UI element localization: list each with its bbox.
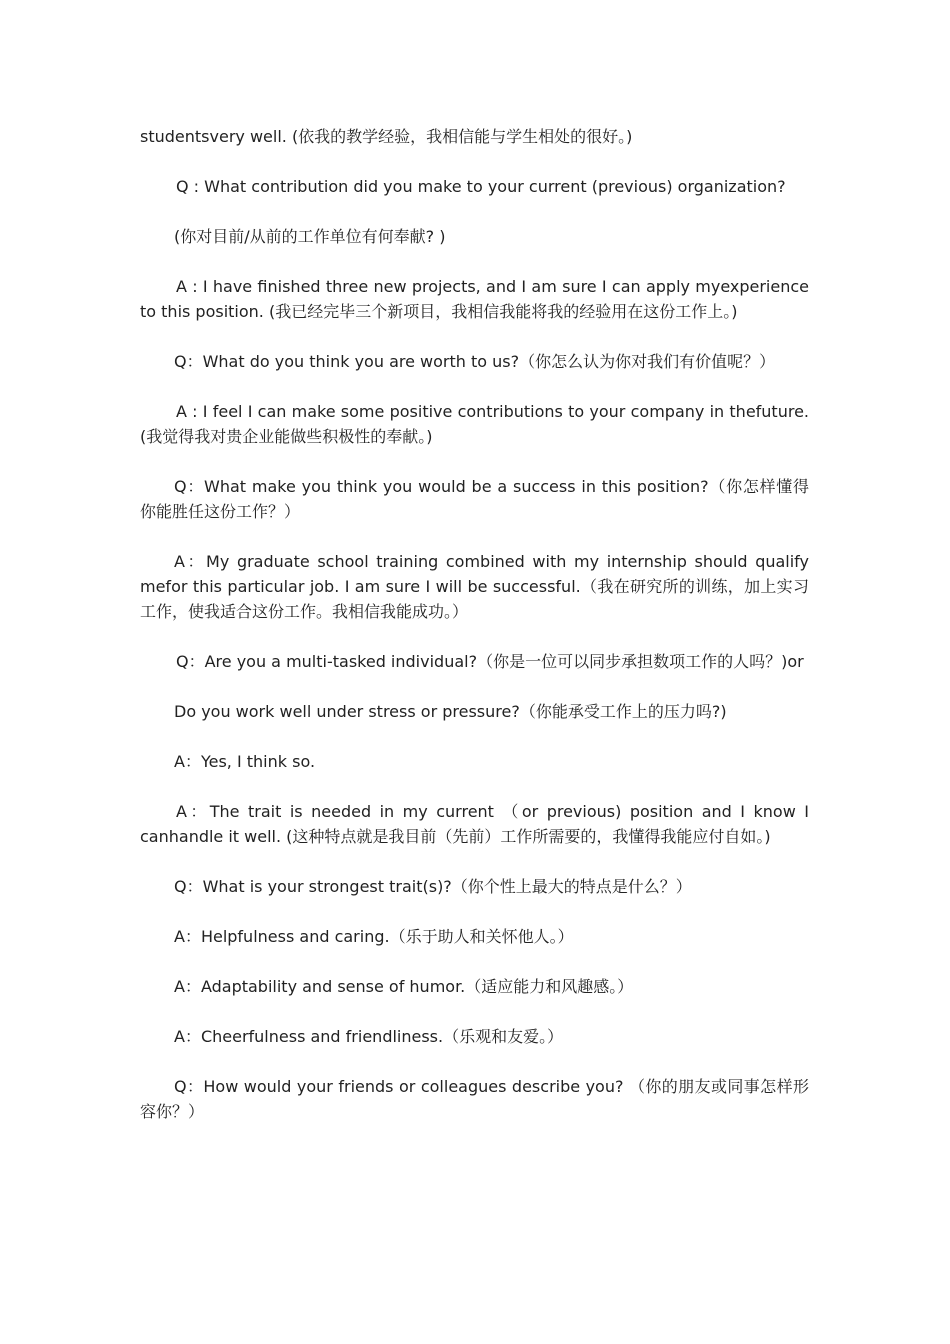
paragraph-7: Q：What make you think you would be a success in this position?（你怎样懂得你能胜任这份工作？）: [140, 477, 809, 521]
paragraph-5: Q：What do you think you are worth to us?（你怎么认为你对我们有价值呢？）: [174, 352, 776, 371]
paragraph-12: A：The trait is needed in my current （or previous) position and I know I canhandle it well. (这种特点就是我目前（先前）工作所需要的，我懂得我能应付自如。): [140, 802, 809, 846]
document-page: [140, 124, 809, 1149]
paragraph-9: Q：Are you a multi-tasked individual?（你是一位可以同步承担数项工作的人吗？)or: [176, 652, 804, 671]
paragraph-10: Do you work well under stress or pressure?（你能承受工作上的压力吗?): [174, 702, 727, 721]
paragraph-6: A : I feel I can make some positive contributions to your company in thefuture. (我觉得我对贵企业能做些积极性的奉献。): [140, 402, 809, 446]
paragraph-8: A：My graduate school training combined with my internship should qualify mefor this particular job. I am sure I will be successful.（我在研究所的训练，加上实习工作，使我适合这份工作。我相信我能成功。）: [140, 552, 809, 621]
paragraph-1: studentsvery well. (依我的教学经验，我相信能与学生相处的很好。): [140, 127, 633, 146]
paragraph-11: A：Yes, I think so.: [174, 752, 316, 771]
paragraph-4: A : I have finished three new projects, and I am sure I can apply myexperience to this position. (我已经完毕三个新项目，我相信我能将我的经验用在这份工作上。): [140, 277, 809, 321]
paragraph-15: A：Adaptability and sense of humor.（适应能力和风趣感。）: [174, 977, 634, 996]
paragraph-14: A：Helpfulness and caring.（乐于助人和关怀他人。）: [174, 927, 574, 946]
paragraph-2: Q : What contribution did you make to your current (previous) organization?: [176, 177, 786, 196]
paragraph-13: Q：What is your strongest trait(s)?（你个性上最大的特点是什么？）: [174, 877, 692, 896]
paragraph-17: Q：How would your friends or colleagues describe you? （你的朋友或同事怎样形容你？）: [140, 1077, 809, 1121]
paragraph-3: (你对目前/从前的工作单位有何奉献? ): [174, 227, 446, 246]
paragraph-16: A：Cheerfulness and friendliness.（乐观和友爱。）: [174, 1027, 564, 1046]
